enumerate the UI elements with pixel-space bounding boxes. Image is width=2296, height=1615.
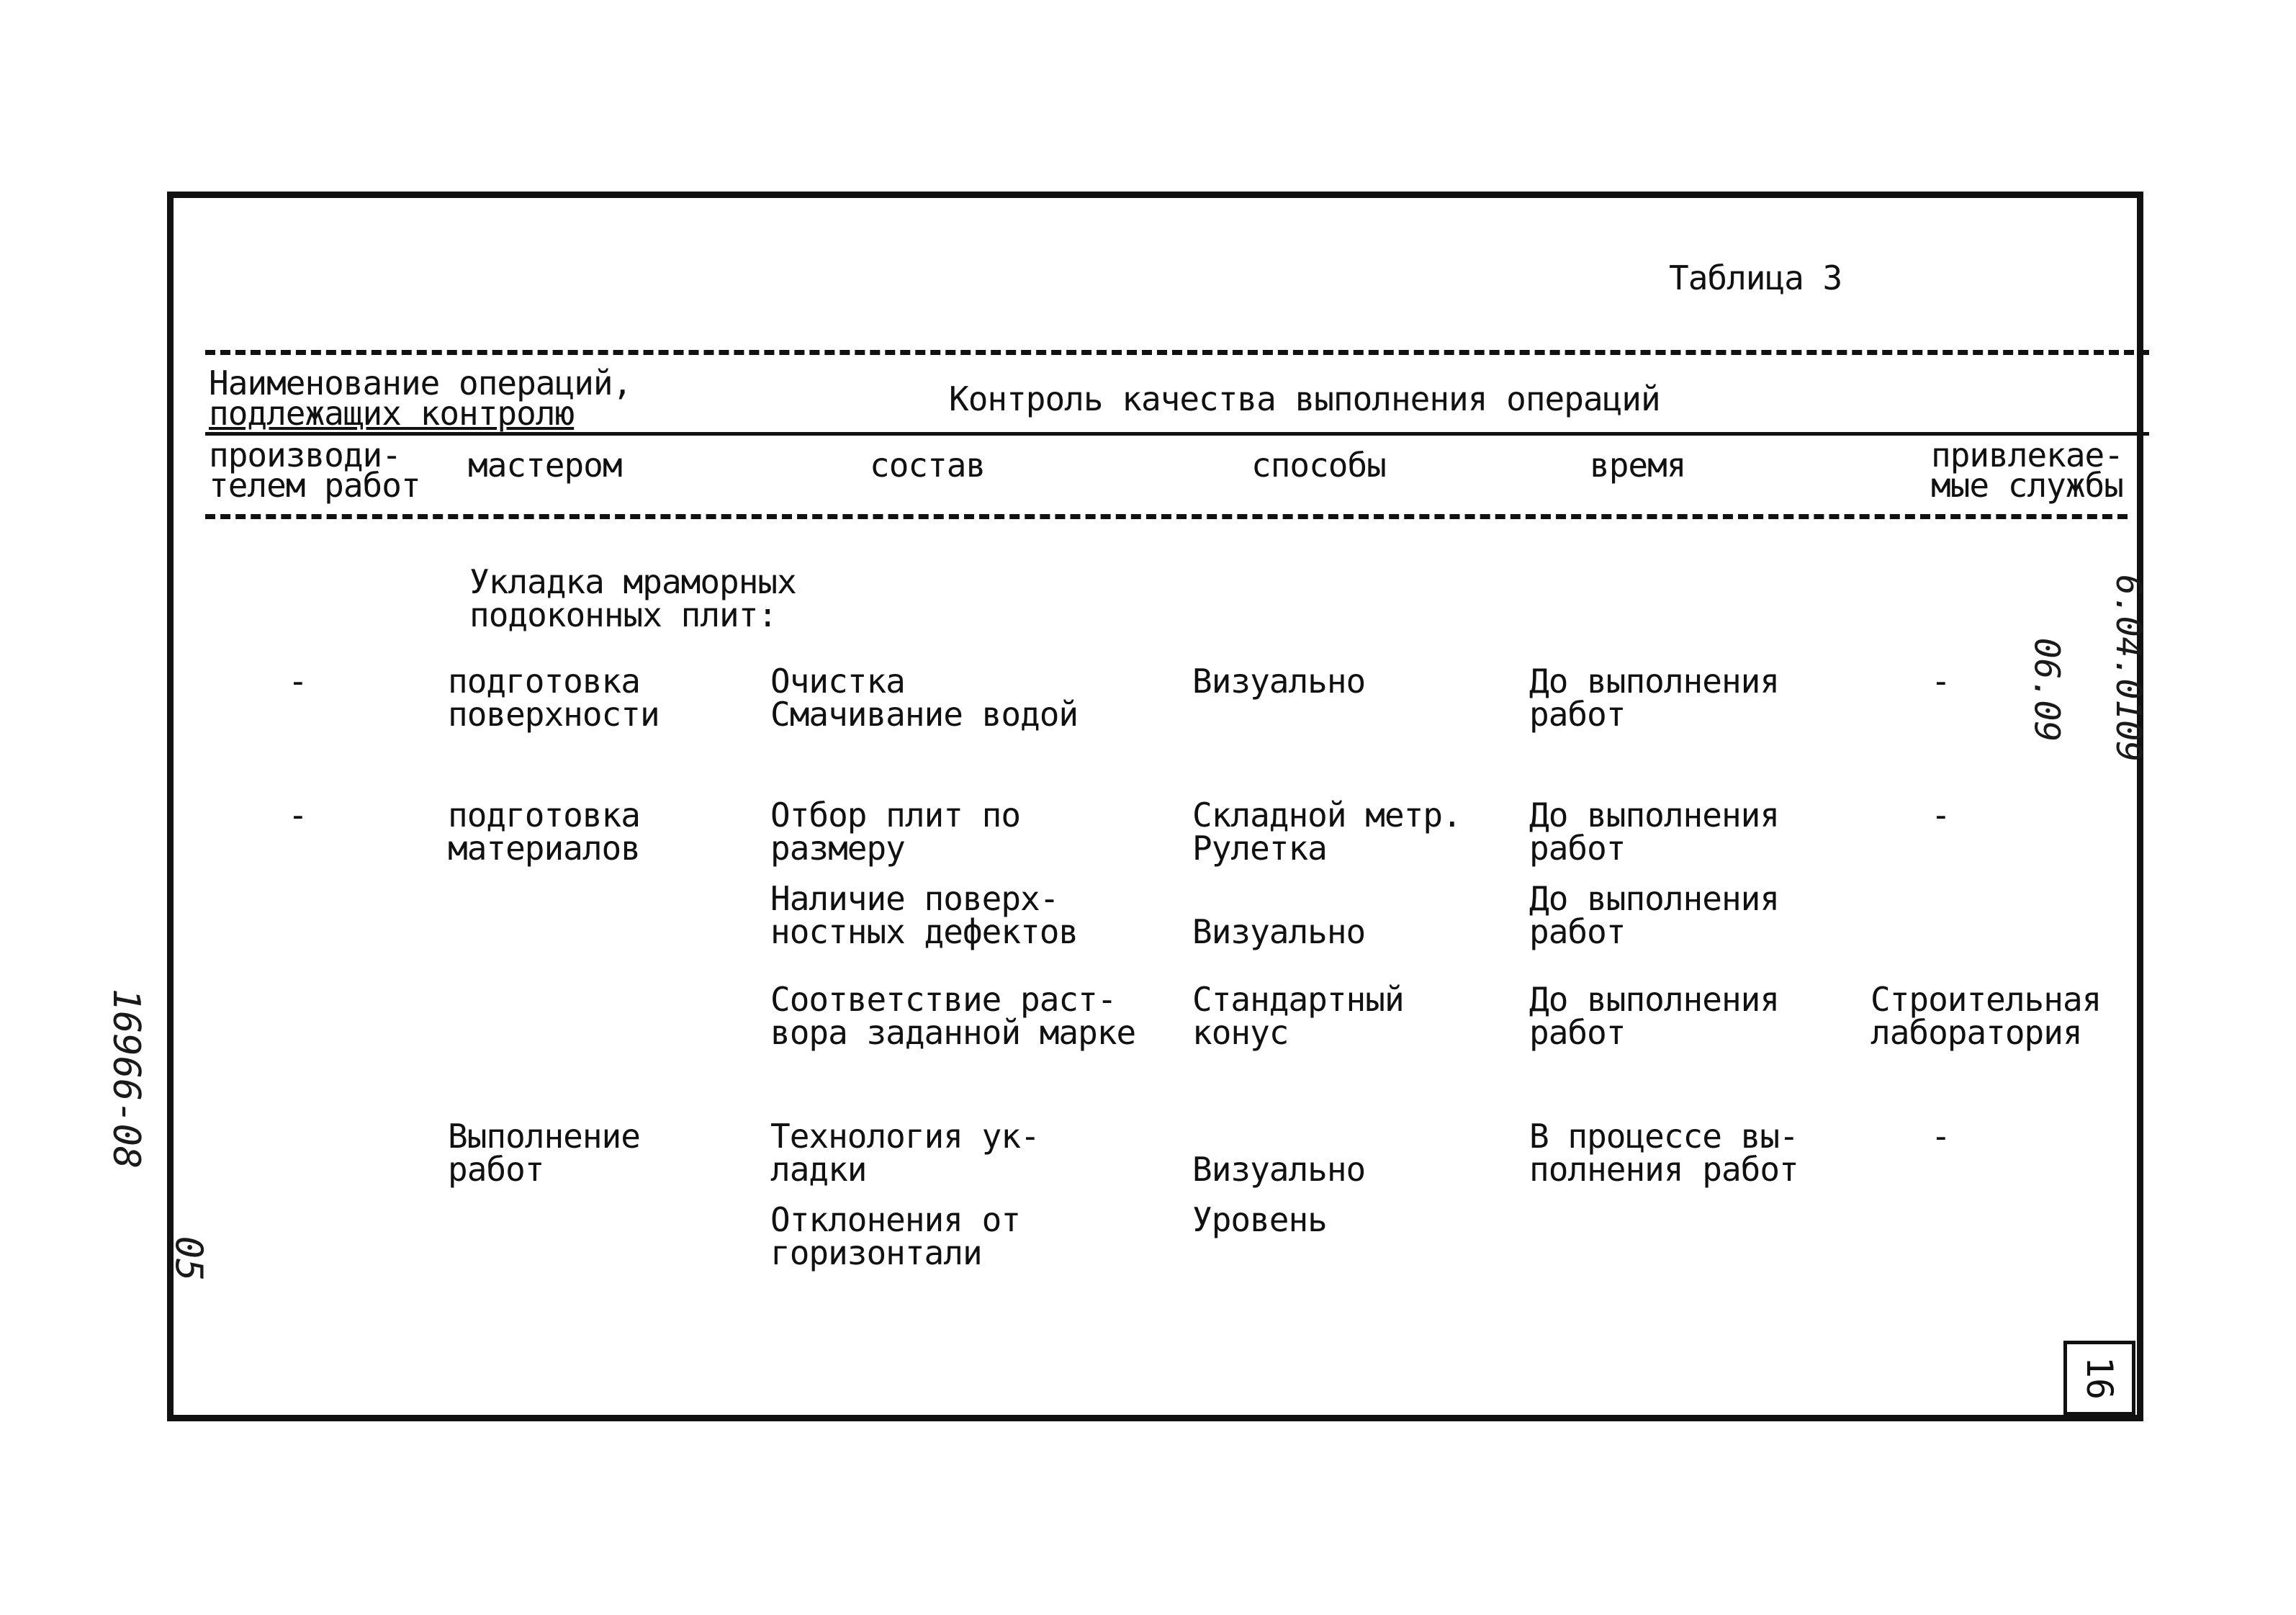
left-margin-small-note: 05 (166, 1236, 210, 1282)
row-1-method: Визуально (1192, 662, 1366, 701)
row-5-services: - (1931, 1117, 1950, 1156)
row-2-method-line-1: Складной метр. (1192, 796, 1462, 835)
right-margin-top-note: 6.04.0109 (2108, 574, 2149, 762)
section-title-line-1: Укладка мраморных (469, 562, 796, 601)
column-master: мастером (468, 446, 622, 485)
row-1-composition-line-1: Очистка (770, 662, 905, 701)
row-5-composition-line-2: ладки (770, 1150, 867, 1189)
row-2-master-line-2: материалов (448, 829, 640, 868)
row-4-time-line-1: До выполнения (1529, 980, 1780, 1019)
row-6-composition-line-1: Отклонения от (770, 1200, 1021, 1239)
quality-control-title: Контроль качества выполнения операций (949, 379, 1660, 418)
row-2-time-line-1: До выполнения (1529, 796, 1780, 835)
row-2-composition-line-1: Отбор плит по (770, 796, 1021, 835)
row-4-composition-line-2: вора заданной марке (770, 1013, 1136, 1052)
column-services-line-2: мые службы (1931, 466, 2123, 505)
row-3-composition-line-2: ностных дефектов (770, 912, 1079, 951)
right-margin-bottom-note: 06.09 (2026, 637, 2067, 742)
page-number: 16 (2079, 1356, 2120, 1400)
row-1-master-line-2: поверхности (448, 695, 659, 734)
row-1-master-line-1: подготовка (448, 662, 640, 701)
page-number-box (2063, 1341, 2135, 1416)
header-top-rule (205, 350, 2149, 355)
row-2-master-line-1: подготовка (448, 796, 640, 835)
row-4-services-line-1: Строительная (1870, 980, 2102, 1019)
row-2-method-line-2: Рулетка (1192, 829, 1327, 868)
row-4-time-line-2: работ (1529, 1013, 1626, 1052)
row-4-composition-line-1: Соответствие раст- (770, 980, 1117, 1019)
column-methods: способы (1251, 446, 1386, 485)
column-time: время (1590, 446, 1686, 485)
row-1-composition-line-2: Смачивание водой (770, 695, 1079, 734)
operations-title-line-2: подлежащих контролю (209, 394, 575, 433)
column-producer-line-1: производи- (209, 436, 401, 474)
row-1-time-line-1: До выполнения (1529, 662, 1780, 701)
operations-title-line-1: Наименование операций, (209, 364, 632, 402)
row-5-time-line-2: полнения работ (1529, 1150, 1798, 1189)
column-producer-line-2: телем работ (209, 466, 420, 505)
row-2-composition-line-2: размеру (770, 829, 905, 868)
row-3-time-line-2: работ (1529, 912, 1626, 951)
row-4-services-line-2: лаборатория (1870, 1013, 2082, 1052)
row-2-producer: - (288, 796, 307, 835)
row-3-method: Визуально (1192, 912, 1366, 951)
row-2-time-line-2: работ (1529, 829, 1626, 868)
row-1-services: - (1931, 662, 1950, 701)
row-6-method: Уровень (1192, 1200, 1327, 1239)
column-services-line-1: привлекае- (1931, 436, 2123, 474)
row-3-composition-line-1: Наличие поверх- (770, 879, 1059, 918)
row-4-method-line-1: Стандартный (1192, 980, 1404, 1019)
row-6-composition-line-2: горизонтали (770, 1233, 982, 1272)
left-margin-note: 16966-08 (104, 988, 148, 1169)
row-1-time-line-2: работ (1529, 695, 1626, 734)
section-title-line-2: подоконных плит: (469, 595, 778, 634)
row-3-time-line-1: До выполнения (1529, 879, 1780, 918)
row-5-master-line-2: работ (448, 1150, 544, 1189)
row-2-services: - (1931, 796, 1950, 835)
column-composition: состав (870, 446, 986, 485)
table-title: Таблица 3 (1669, 258, 1842, 297)
row-5-time-line-1: В процессе вы- (1529, 1117, 1798, 1156)
header-middle-rule (205, 432, 2149, 436)
row-4-method-line-2: конус (1192, 1013, 1289, 1052)
row-1-producer: - (288, 662, 307, 701)
row-5-master-line-1: Выполнение (448, 1117, 640, 1156)
row-5-composition-line-1: Технология ук- (770, 1117, 1040, 1156)
row-5-method: Визуально (1192, 1150, 1366, 1189)
header-bottom-rule (205, 514, 2128, 519)
